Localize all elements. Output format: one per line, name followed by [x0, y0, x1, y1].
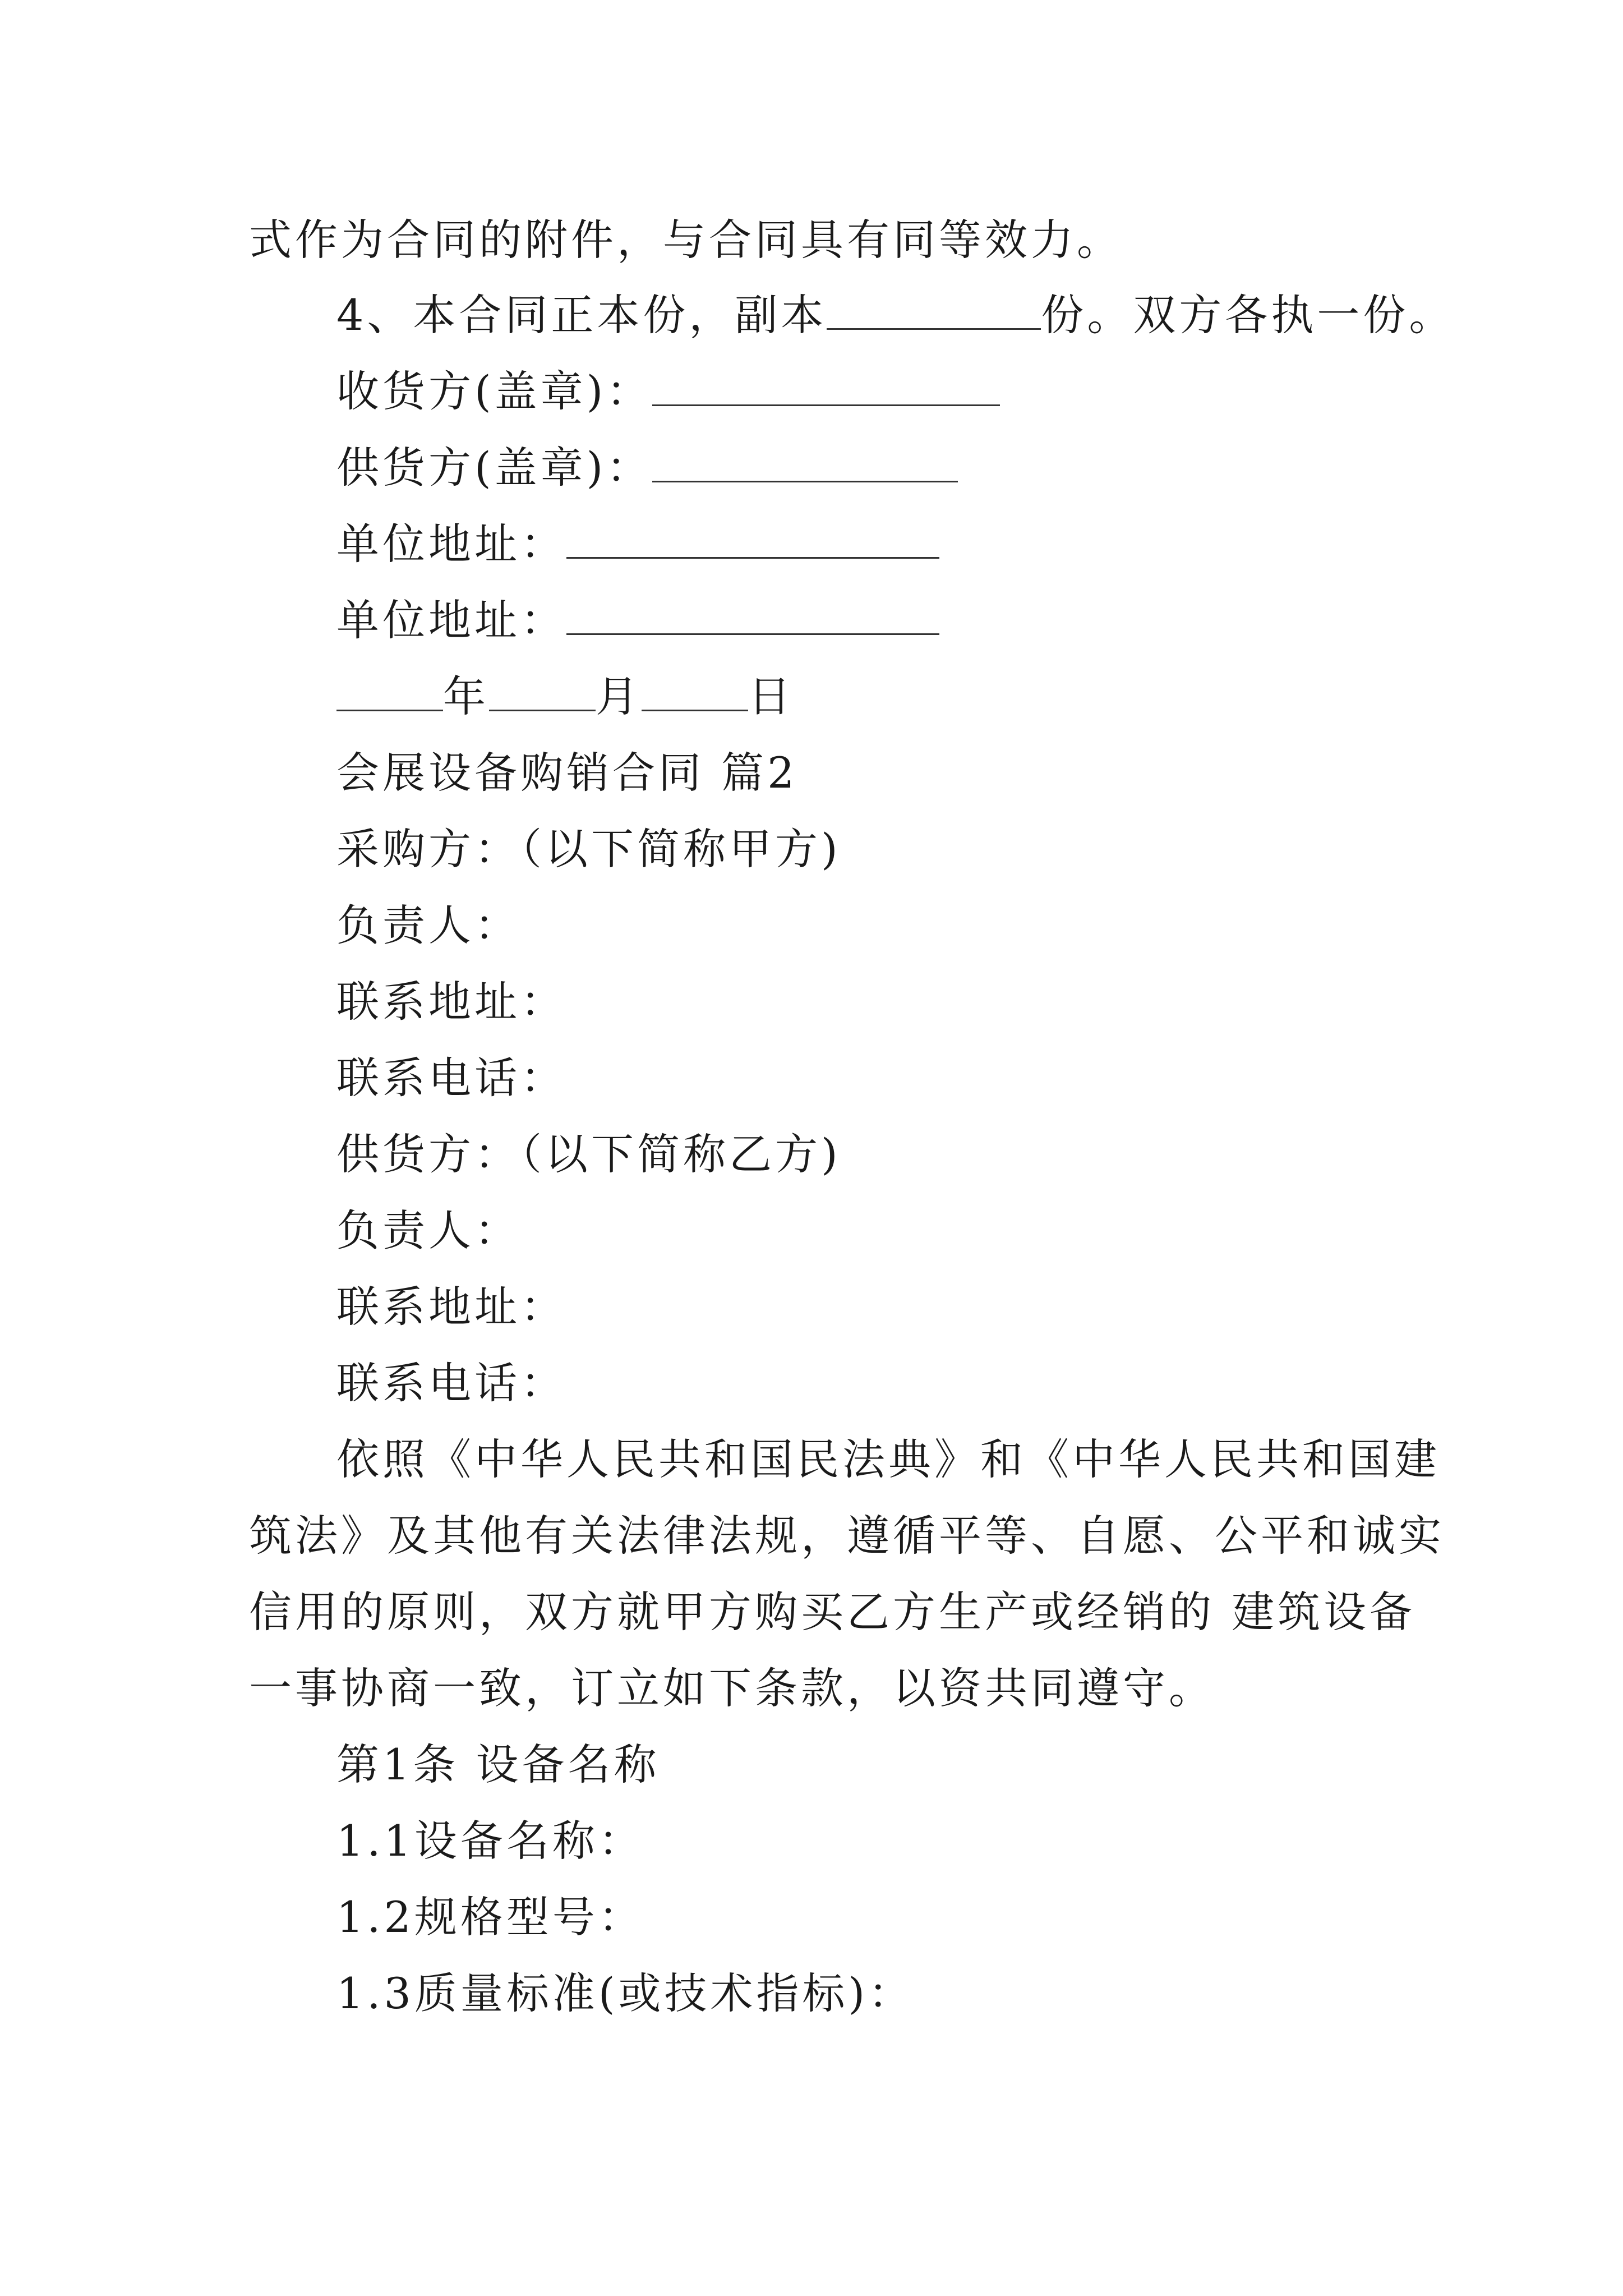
month-label: 月 [596, 671, 642, 721]
paragraph-line: 一事协商一致，订立如下条款，以资共同遵守。 [249, 1663, 1215, 1713]
address-blank-1 [566, 522, 939, 559]
supplier-seal-label: 供货方(盖章)： [336, 443, 653, 493]
supplier-phone: 联系电话： [336, 1358, 566, 1408]
address-label-1: 单位地址： [336, 519, 566, 569]
paragraph-line: 式作为合同的附件，与合同具有同等效力。 [249, 215, 1123, 265]
receiver-seal-label: 收货方(盖章)： [336, 366, 653, 416]
address-blank-2 [566, 599, 939, 635]
copies-blank [827, 293, 1041, 330]
paragraph-line: 信用的原则，双方就甲方购买乙方生产或经销的 建筑设备 [249, 1587, 1416, 1637]
year-label: 年 [443, 671, 489, 721]
supplier-responsible: 负责人： [336, 1205, 520, 1255]
supplier-line: 供货方：（以下简称乙方) [336, 1129, 841, 1179]
address-line-2 [336, 592, 939, 648]
day-label: 日 [748, 671, 794, 721]
address-line-1 [336, 516, 939, 572]
receiver-seal-line [336, 364, 1000, 420]
purchaser-line: 采购方：（以下简称甲方) [336, 824, 841, 874]
receiver-seal-blank [652, 370, 1000, 406]
month-blank [489, 675, 596, 711]
supplier-address: 联系地址： [336, 1282, 566, 1332]
purchaser-responsible: 负责人： [336, 900, 520, 950]
section-heading: 会展设备购销合同 篇2 [336, 748, 798, 798]
clause-item: 1.1设备名称： [336, 1816, 644, 1866]
supplier-seal-blank [652, 446, 958, 482]
date-line [336, 669, 794, 725]
year-blank [336, 675, 443, 711]
paragraph-line: 筑法》及其他有关法律法规，遵循平等、自愿、公平和诚实 [249, 1511, 1445, 1561]
copies-clause-text: 4、本合同正本份，副本 [336, 290, 827, 340]
paragraph-line: 依照《中华人民共和国民法典》和《中华人民共和国建 [336, 1434, 1440, 1484]
address-label-2: 单位地址： [336, 595, 566, 645]
clause-item: 1.3质量标准(或技术指标)： [336, 1968, 915, 2018]
purchaser-address: 联系地址： [336, 977, 566, 1027]
clause-item: 1.2规格型号： [336, 1892, 644, 1942]
copies-clause [336, 287, 1455, 343]
copies-clause-tail: 份。双方各执一份。 [1041, 290, 1455, 340]
supplier-seal-line [336, 440, 958, 496]
purchaser-phone: 联系电话： [336, 1053, 566, 1103]
day-blank [642, 675, 748, 711]
article-heading: 第1条 设备名称 [336, 1740, 660, 1789]
